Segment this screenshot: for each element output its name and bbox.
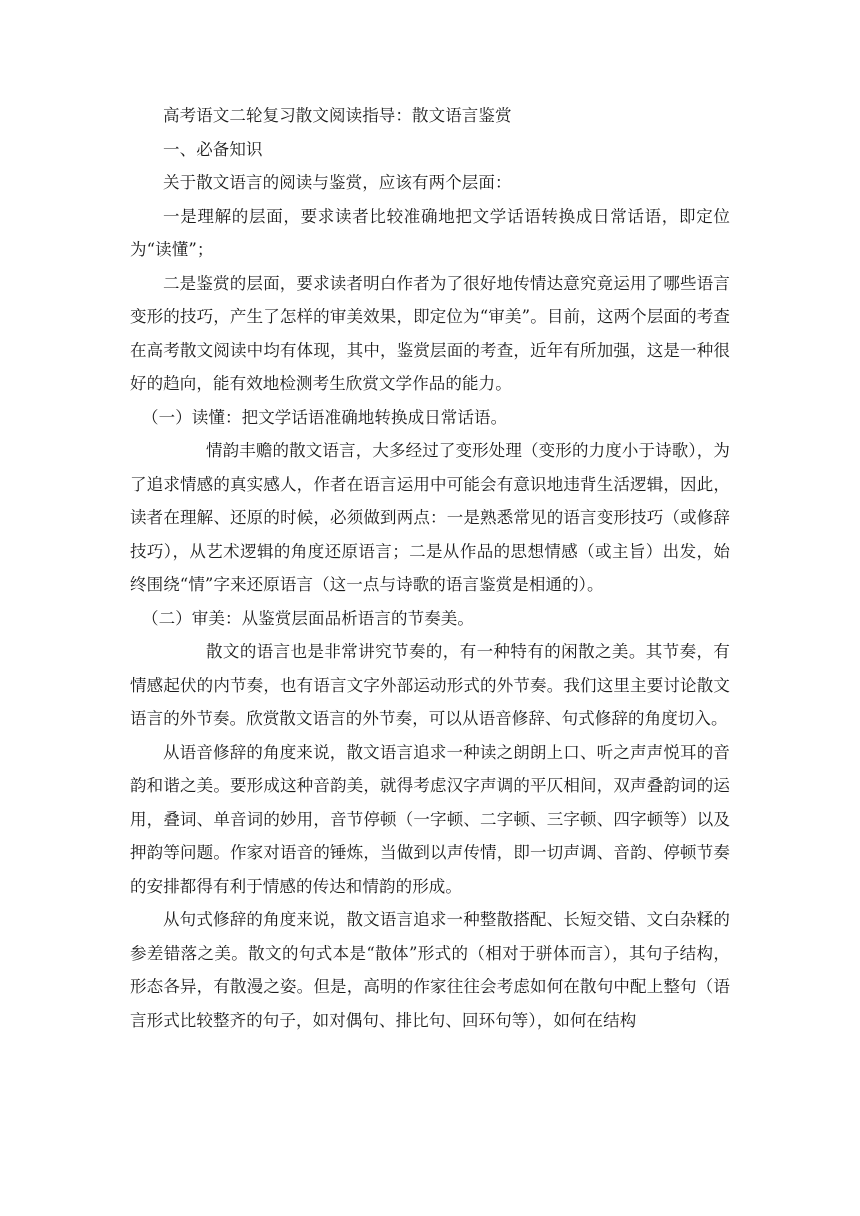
section-heading: 一、必备知识 — [163, 139, 263, 159]
syntax-rhetoric-paragraph: 从句式修辞的角度来说，散文语言追求一种整散搭配、长短交错、文白杂糅的参差错落之美。散文的句式本是“散体”形式的（相对于骈体而言），其句子结构，形态各异，有散漫之姿。但是，高明的作家往往会考虑如何在散句中配上整句（语言形式比较整齐的句子，如对偶句、排比句、回环句等），如何在结构 — [130, 910, 730, 1030]
phonetic-rhetoric-paragraph: 从语音修辞的角度来说，散文语言追求一种读之朗朗上口、听之声声悦耳的音韵和谐之美。要形成这种音韵美，就得考虑汉字声调的平仄相间，双声叠韵词的运用，叠词、单音词的妙用，音节停顿（一字顿、二字顿、三字顿、四字顿等）以及押韵等问题。作家对语音的锤炼，当做到以声传情，即一切声调、音韵、停顿节奏的安排都得有利于情感的传达和情韵的形成。 — [130, 742, 730, 896]
sub-heading-aesthetic: （二）审美：从鉴赏层面品析语言的节奏美。 — [142, 608, 474, 628]
aesthetic-body-paragraph: 散文的语言也是非常讲究节奏的，有一种特有的闲散之美。其节奏，有情感起伏的内节奏，也有语言文字外部运动形式的外节奏。我们这里主要讨论散文语言的外节奏。欣赏散文语言的外节奏，可以从语音修辞、句式修辞的角度切入。 — [130, 642, 730, 728]
document-page — [130, 99, 730, 1037]
intro-paragraph: 关于散文语言的阅读与鉴赏，应该有两个层面： — [163, 173, 512, 192]
read-body-paragraph: 情韵丰赡的散文语言，大多经过了变形处理（变形的力度小于诗歌），为了追求情感的真实感人，作者在语言运用中可能会有意识地违背生活逻辑，因此，读者在理解、还原的时候，必须做到两点：一是熟悉常见的语言变形技巧（或修辞技巧），从艺术逻辑的角度还原语言；二是从作品的思想情感（或主旨）出发，始终围绕“情”字来还原语言（这一点与诗歌的语言鉴赏是相通的）。 — [130, 441, 730, 594]
level-one-paragraph: 一是理解的层面，要求读者比较准确地把文学话语转换成日常话语，即定位为“读懂”； — [130, 206, 730, 259]
level-two-paragraph: 二是鉴赏的层面，要求读者明白作者为了很好地传情达意究竟运用了哪些语言变形的技巧，产生了怎样的审美效果，即定位为“审美”。目前，这两个层面的考查在高考散文阅读中均有体现，其中，鉴赏层面的考查，近年有所加强，这是一种很好的趋向，能有效地检测考生欣赏文学作品的能力。 — [130, 273, 730, 393]
sub-heading-read: （一）读懂：把文学话语准确地转换成日常话语。 — [142, 407, 508, 427]
document-title: 高考语文二轮复习散文阅读指导：散文语言鉴赏 — [163, 106, 512, 125]
